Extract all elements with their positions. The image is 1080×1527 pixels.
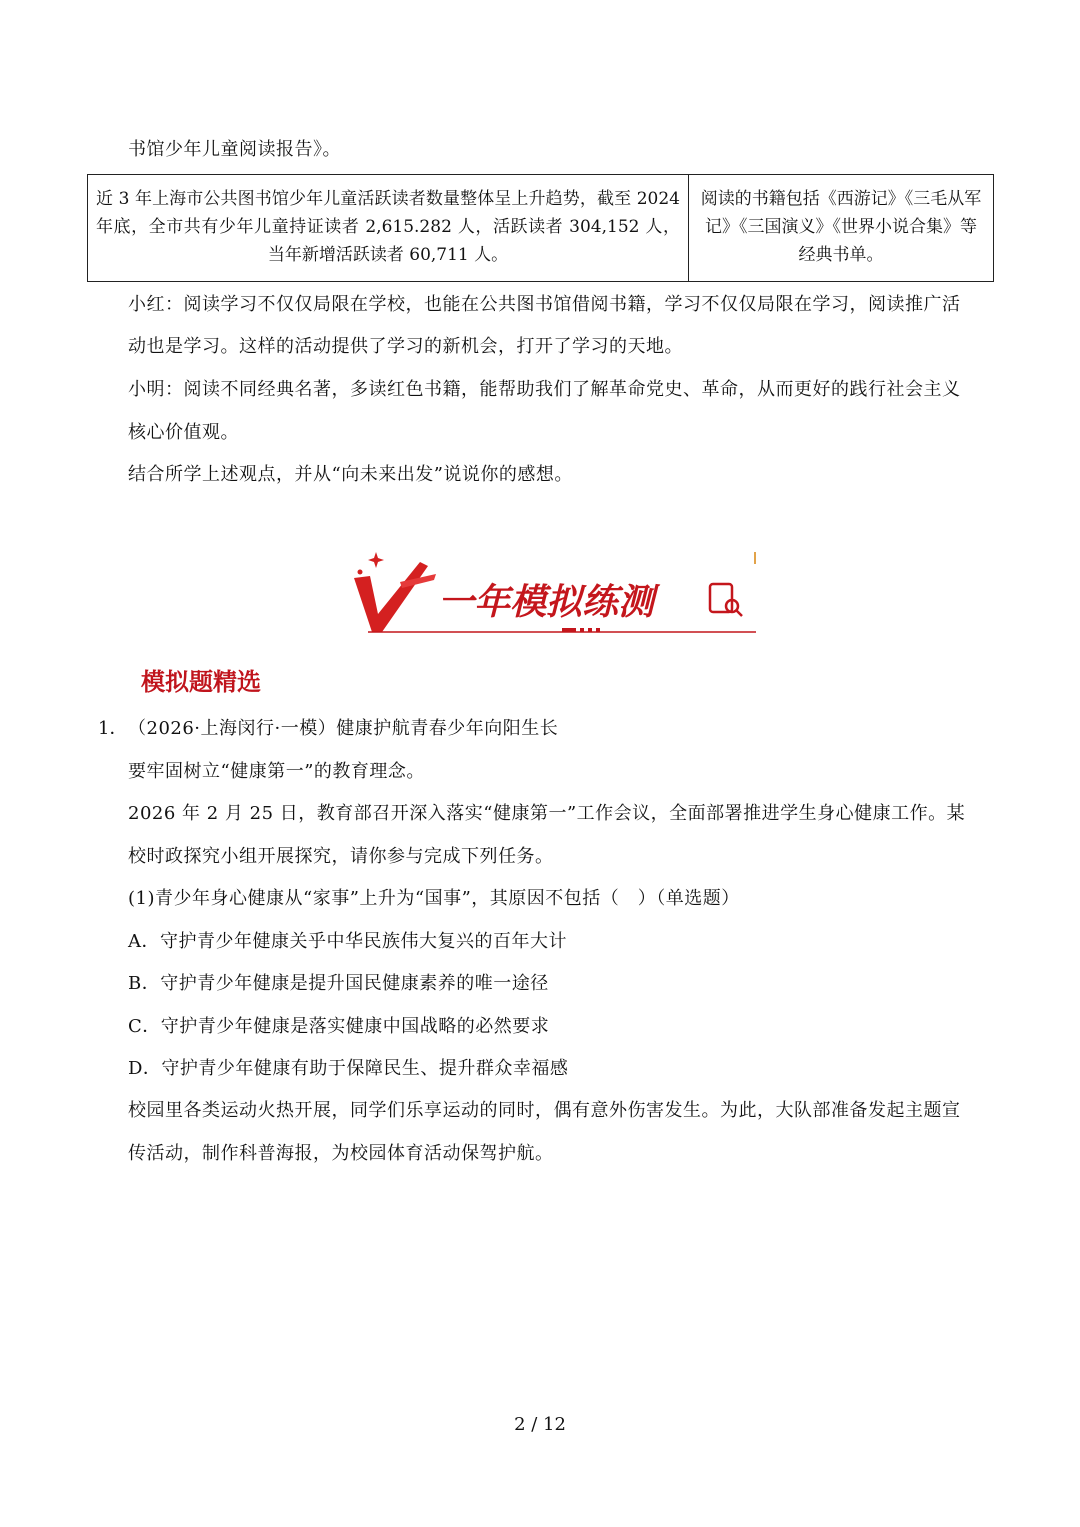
question-line-3: 校时政探究小组开展探究，请你参与完成下列任务。 (128, 846, 554, 867)
xiaohong-line-1: 小红：阅读学习不仅仅局限在学校，也能在公共图书馆借阅书籍，学习不仅仅局限在学习，阅读推广活 (128, 294, 961, 315)
section-banner (348, 548, 758, 640)
page-number: 2 / 12 (514, 1414, 566, 1435)
sub-question: (1)青少年身心健康从“家事”上升为“国事”，其原因不包括（ ）（单选题） (128, 888, 740, 909)
option-b: B．守护青少年健康是提升国民健康素养的唯一途径 (128, 973, 549, 994)
question-line-1: 要牢固树立“健康第一”的教育理念。 (128, 761, 425, 782)
sparkle-icon (368, 552, 384, 568)
xiaoming-line-2: 核心价值观。 (128, 422, 239, 443)
option-d: D．守护青少年健康有助于保障民生、提升群众幸福感 (128, 1058, 569, 1079)
option-a: A．守护青少年健康关乎中华民族伟大复兴的百年大计 (128, 931, 567, 952)
banner-text: 一年模拟练测 (438, 582, 655, 623)
xiaoming-line-1: 小明：阅读不同经典名著，多读红色书籍，能帮助我们了解革命党史、革命，从而更好的践行社会主义 (128, 379, 961, 400)
table-cell-books: 阅读的书籍包括《西游记》《三毛从军记》《三国演义》《世界小说合集》等经典书单。 (700, 189, 982, 265)
table-cell-statistics: 近 3 年上海市公共图书馆少年儿童活跃读者数量整体呈上升趋势，截至 2024 年底，全市共有少年儿童持证读者 2,615.282 人，活跃读者 304,152 人，当年新增活跃读者 60,711 人。 (88, 175, 689, 281)
document-search-icon (710, 584, 742, 616)
after-line-1: 校园里各类运动火热开展，同学们乐享运动的同时，偶有意外伤害发生。为此，大队部准备发起主题宣 (128, 1100, 961, 1121)
section-title: 模拟题精选 (141, 668, 261, 696)
xiaohong-line-2: 动也是学习。这样的活动提供了学习的新机会，打开了学习的天地。 (128, 336, 683, 357)
after-line-2: 传活动，制作科普海报，为校园体育活动保驾护航。 (128, 1143, 554, 1164)
task-line: 结合所学上述观点，并从“向未来出发”说说你的感想。 (128, 464, 573, 485)
intro-line: 书馆少年儿童阅读报告》。 (128, 139, 341, 160)
option-c: C．守护青少年健康是落实健康中国战略的必然要求 (128, 1016, 550, 1037)
info-table (87, 174, 994, 282)
question-number: 1． (98, 718, 128, 739)
sparkle-dot (358, 570, 363, 575)
question-title: （2026·上海闵行·一模）健康护航青春少年向阳生长 (128, 718, 559, 739)
question-line-2: 2026 年 2 月 25 日，教育部召开深入落实“健康第一”工作会议，全面部署推进学生身心健康工作。某 (128, 803, 966, 824)
checkmark-logo-icon (354, 562, 428, 632)
